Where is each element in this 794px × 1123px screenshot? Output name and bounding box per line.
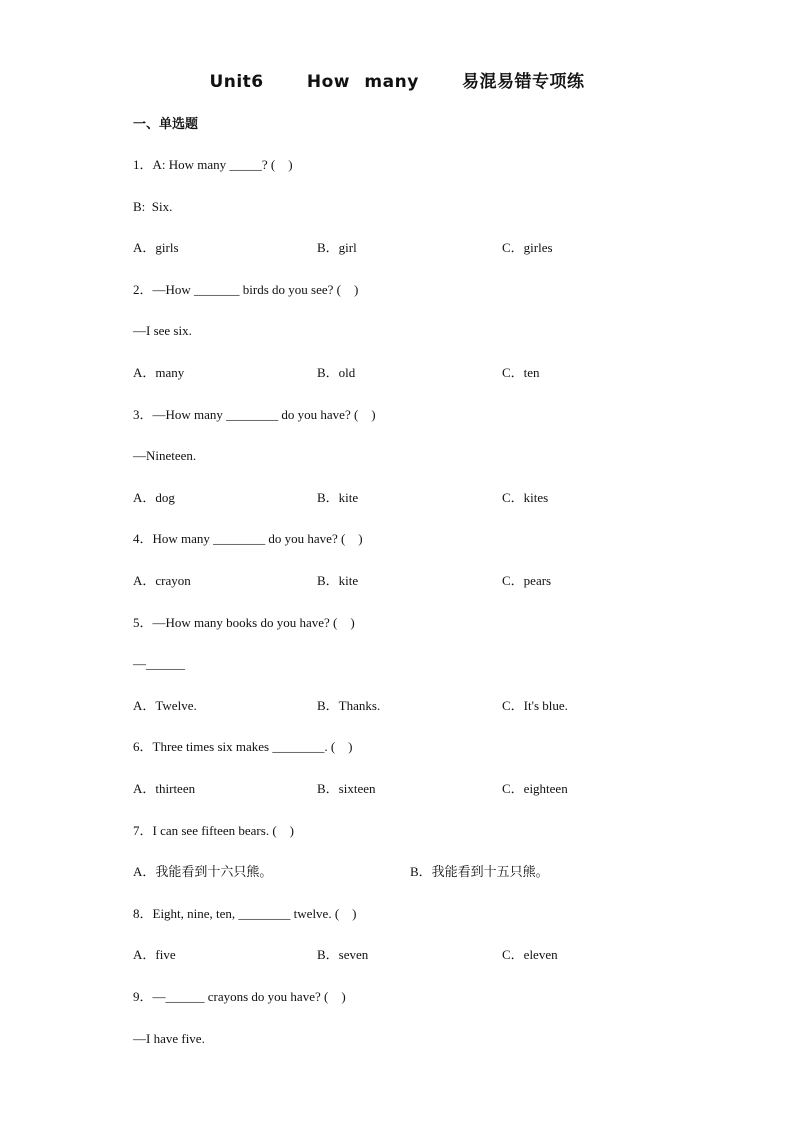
question-4-option-b[interactable]: B．kite <box>317 573 359 588</box>
question-4-option-c[interactable]: C．pears <box>502 573 552 588</box>
question-2-option-a[interactable]: A．many <box>133 365 185 380</box>
question-8-option-c[interactable]: C．eleven <box>502 947 558 962</box>
question-3-stem: 3．—How many ________ do you have? ( ) <box>133 407 376 422</box>
question-6-stem: 6．Three times six makes ________. ( ) <box>133 739 353 754</box>
question-3-option-c[interactable]: C．kites <box>502 490 549 505</box>
question-6-option-b[interactable]: B．sixteen <box>317 781 376 796</box>
question-1-stem: 1．A: How many _____? ( ) <box>133 157 293 172</box>
question-8-stem: 8．Eight, nine, ten, ________ twelve. ( ) <box>133 906 357 921</box>
question-9-answer: —I have five. <box>133 1031 205 1046</box>
question-2-option-b[interactable]: B．old <box>317 365 356 380</box>
question-3-option-a[interactable]: A．dog <box>133 490 175 505</box>
question-2-answer: —I see six. <box>133 323 192 338</box>
question-6-option-a[interactable]: A．thirteen <box>133 781 196 796</box>
question-1-answer: B: Six. <box>133 199 173 214</box>
question-5-option-a[interactable]: A．Twelve. <box>133 698 197 713</box>
section-heading: 一、单选题 <box>133 117 199 132</box>
question-8-option-a[interactable]: A．five <box>133 947 176 962</box>
question-5-option-b[interactable]: B．Thanks. <box>317 698 381 713</box>
question-2-option-c[interactable]: C．ten <box>502 365 540 380</box>
question-1-option-a[interactable]: A．girls <box>133 240 179 255</box>
question-8-option-b[interactable]: B．seven <box>317 947 369 962</box>
question-5-answer: —______ <box>133 656 185 671</box>
question-4-stem: 4．How many ________ do you have? ( ) <box>133 531 363 546</box>
question-7-option-b[interactable]: B．我能看到十五只熊。 <box>410 864 549 879</box>
question-4-option-a[interactable]: A．crayon <box>133 573 191 588</box>
question-3-answer: —Nineteen. <box>133 448 197 463</box>
question-7-stem: 7．I can see fifteen bears. ( ) <box>133 823 294 838</box>
question-7-option-a[interactable]: A．我能看到十六只熊。 <box>133 864 273 879</box>
question-5-option-c[interactable]: C．It's blue. <box>502 698 568 713</box>
question-2-stem: 2．—How _______ birds do you see? ( ) <box>133 282 359 297</box>
page-title: Unit6 How many 易混易错专项练 <box>209 72 585 92</box>
question-1-option-b[interactable]: B．girl <box>317 240 357 255</box>
question-6-option-c[interactable]: C．eighteen <box>502 781 568 796</box>
question-9-stem: 9．—______ crayons do you have? ( ) <box>133 989 346 1004</box>
question-5-stem: 5．—How many books do you have? ( ) <box>133 615 355 630</box>
question-3-option-b[interactable]: B．kite <box>317 490 359 505</box>
question-1-option-c[interactable]: C．girles <box>502 240 553 255</box>
